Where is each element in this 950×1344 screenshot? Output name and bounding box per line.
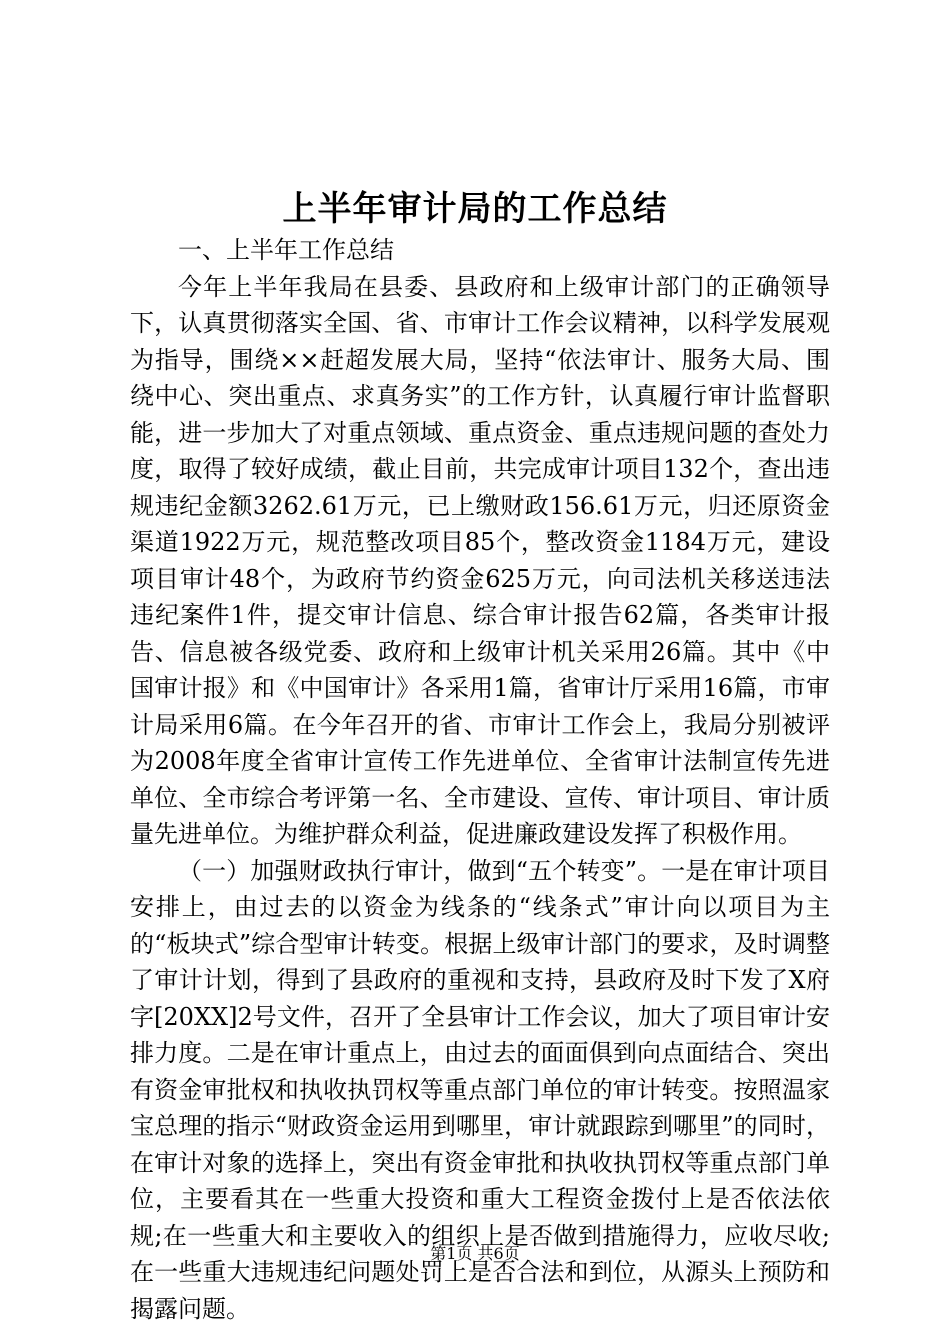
body-paragraph: （一）加强财政执行审计，做到“五个转变”。一是在审计项目安排上，由过去的以资金为线条的“线条式”审计向以项目为主的“板块式”综合型审计转变。根据上级审计部门的要求，及时调整了审计计划，得到了县政府的重视和支持，县政府及时下发了X府字[20XX]2号文件，召开了全县审计工作会议，加大了项目审计安排力度。二是在审计重点上，由过去的面面俱到向点面结合、突出有资金审批权和执收执罚权等重点部门单位的审计转变。按照温家宝总理的指示“财政资金运用到哪里，审计就跟踪到哪里”的同时，在审计对象的选择上，突出有资金审批和执收执罚权等重点部门单位，主要看其在一些重大投资和重大工程资金拨付上是否依法依规;在一些重大和主要收入的组织上是否做到措施得力，应收尽收;在一些重大违规违纪问题处罚上是否合法和到位，从源头上预防和揭露问题。 (130, 856, 830, 1323)
document-body (130, 232, 830, 1327)
section-heading: 一、上半年工作总结 (178, 236, 394, 264)
document-title: 上半年审计局的工作总结 (282, 189, 668, 229)
body-paragraph: 今年上半年我局在县委、县政府和上级审计部门的正确领导下，认真贯彻落实全国、省、市审计工作会议精神，以科学发展观为指导，围绕××赶超发展大局，坚持“依法审计、服务大局、围绕中心、突出重点、求真务实”的工作方针，认真履行审计监督职能，进一步加大了对重点领域、重点资金、重点违规问题的查处力度，取得了较好成绩，截止目前，共完成审计项目132个，查出违规违纪金额3262.61万元，已上缴财政156.61万元，归还原资金渠道1922万元，规范整改项目85个，整改资金1184万元，建设项目审计48个，为政府节约资金625万元，向司法机关移送违法违纪案件1件，提交审计信息、综合审计报告62篇，各类审计报告、信息被各级党委、政府和上级审计机关采用26篇。其中《中国审计报》和《中国审计》各采用1篇，省审计厅采用16篇，市审计局采用6篇。在今年召开的省、市审计工作会上，我局分别被评为2008年度全省审计宣传工作先进单位、全省审计法制宣传先进单位、全市综合考评第一名、全市建设、宣传、审计项目、审计质量先进单位。为维护群众利益，促进廉政建设发挥了积极作用。 (130, 272, 830, 848)
page-number-footer: 第1页 共6页 (430, 1244, 520, 1263)
